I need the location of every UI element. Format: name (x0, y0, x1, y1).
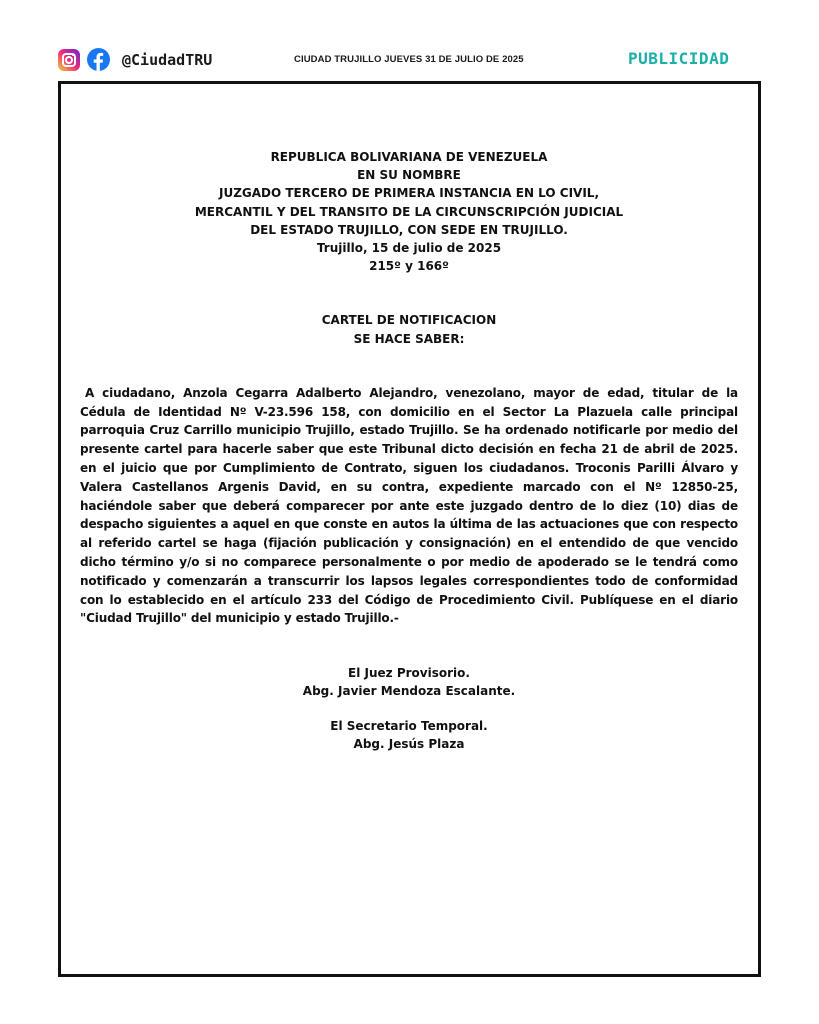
notice-title (80, 311, 738, 347)
instagram-icon[interactable] (58, 49, 80, 71)
legal-notice (80, 148, 738, 753)
social-handle[interactable]: @CiudadTRU (122, 50, 213, 69)
judge-title: El Juez Provisorio. (348, 666, 470, 681)
notice-years: 215º y 166º (369, 259, 449, 274)
notice-body: A ciudadano, Anzola Cegarra Adalberto Alejandro, venezolano, mayor de edad, titular de la Cédula de Identidad Nº V-23.596 158, con domicilio en el Sector La Plazuela calle principal parroquia Cruz Carrillo municipio Trujillo, estado Trujillo. Se ha ordenado notificarle por medio del presente cartel para hacerle saber que este Tribunal dicto decisión en fecha 21 de abril de 2025. en el juicio que por Cumplimiento de Contrato, siguen los ciudadanos. Troconis Parilli Álvaro y Valera Castellanos Argenis David, en su contra, expediente marcado con el Nº 12850-25, haciéndole saber que deberá comparecer por ante este juzgado dentro de lo diez (10) dias de despacho siguientes a aquel en que conste en autos la última de las actuaciones que con respecto al referido cartel se haga (fijación publicación y consignación) en el entendido de que vencido dicho término y/o si no comparece personalmente o por medio de apoderado se le tendrá como notificado y comenzarán a transcurrir los lapsos legales correspondientes todo de conformidad con lo establecido en el artículo 233 del Código de Procedimiento Civil. Publíquese en el diario "Ciudad Trujillo" del municipio y estado Trujillo.- (80, 385, 738, 626)
judge-name: Abg. Javier Mendoza Escalante. (302, 684, 516, 699)
instagram-icon-dot (72, 54, 74, 56)
notice-title-line: CARTEL DE NOTIFICACION (321, 313, 497, 328)
page-header (0, 0, 819, 80)
social-links (58, 48, 212, 71)
edition-dateline: CIUDAD TRUJILLO JUEVES 31 DE JULIO DE 2025 (294, 54, 524, 65)
section-label: PUBLICIDAD (628, 49, 730, 68)
court-line: MERCANTIL Y DEL TRANSITO DE LA CIRCUNSCRIPCIÓN JUDICIAL (194, 204, 624, 219)
notice-subtitle-line: SE HACE SABER: (353, 331, 465, 346)
court-heading (80, 148, 738, 275)
facebook-icon[interactable] (87, 48, 110, 71)
notice-date: Trujillo, 15 de julio de 2025 (316, 241, 502, 256)
court-line: REPUBLICA BOLIVARIANA DE VENEZUELA (270, 150, 548, 164)
secretary-title: El Secretario Temporal. (330, 718, 488, 733)
court-line: DEL ESTADO TRUJILLO, CON SEDE EN TRUJILLO. (250, 222, 568, 237)
judge-signature (80, 664, 738, 700)
court-line: JUZGADO TERCERO DE PRIMERA INSTANCIA EN LO CIVIL, (218, 186, 600, 201)
instagram-icon-lens (65, 56, 73, 64)
secretary-signature (80, 717, 738, 753)
court-line: EN SU NOMBRE (357, 168, 461, 183)
secretary-name: Abg. Jesús Plaza (353, 736, 465, 751)
